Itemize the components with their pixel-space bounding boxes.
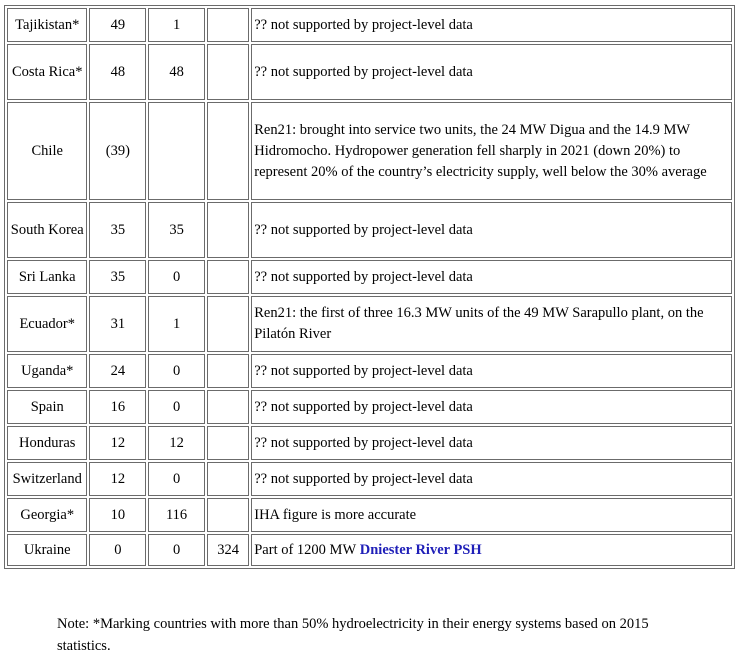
value-cell: 12 (148, 426, 205, 460)
value-cell (207, 44, 249, 100)
country-cell: Uganda* (7, 354, 87, 388)
value-cell: 1 (148, 8, 205, 42)
country-cell: Ukraine (7, 534, 87, 566)
value-cell (207, 202, 249, 258)
note-cell (251, 534, 732, 566)
value-cell: 116 (148, 498, 205, 532)
country-cell: Ecuador* (7, 296, 87, 352)
value-cell: 12 (89, 462, 146, 496)
value-cell (207, 354, 249, 388)
value-cell: 48 (148, 44, 205, 100)
country-cell: South Korea (7, 202, 87, 258)
value-cell (207, 390, 249, 424)
note-cell: ?? not supported by project-level data (251, 462, 732, 496)
value-cell: 35 (89, 202, 146, 258)
value-cell: 0 (148, 534, 205, 566)
table-row (7, 498, 732, 532)
value-cell: 0 (148, 260, 205, 294)
table-row (7, 102, 732, 200)
dniester-river-psh-link[interactable]: Dniester River PSH (356, 541, 482, 558)
value-cell (207, 426, 249, 460)
note-cell: IHA figure is more accurate (251, 498, 732, 532)
value-cell: 10 (89, 498, 146, 532)
table-row (7, 8, 732, 42)
note-cell: Ren21: the first of three 16.3 MW units of the 49 MW Sarapullo plant, on the Pilatón River (251, 296, 732, 352)
value-cell: 35 (148, 202, 205, 258)
value-cell: 324 (207, 534, 249, 566)
value-cell (207, 260, 249, 294)
note-cell: ?? not supported by project-level data (251, 426, 732, 460)
note-text: Part of 1200 MW (254, 541, 357, 558)
table-row (7, 260, 732, 294)
value-cell: 49 (89, 8, 146, 42)
country-cell: Sri Lanka (7, 260, 87, 294)
table-row (7, 390, 732, 424)
table-row (7, 354, 732, 388)
table-row (7, 426, 732, 460)
value-cell: 24 (89, 354, 146, 388)
value-cell: 0 (148, 462, 205, 496)
footnote: Note: *Marking countries with more than 50% hydroelectricity in their energy systems based on 2015 statistics. (57, 616, 649, 654)
country-cell: Georgia* (7, 498, 87, 532)
country-cell: Switzerland (7, 462, 87, 496)
value-cell (207, 498, 249, 532)
note-cell: ?? not supported by project-level data (251, 260, 732, 294)
note-cell: ?? not supported by project-level data (251, 390, 732, 424)
note-cell: ?? not supported by project-level data (251, 44, 732, 100)
country-cell: Spain (7, 390, 87, 424)
table-row (7, 462, 732, 496)
table-row (7, 296, 732, 352)
value-cell: (39) (89, 102, 146, 200)
note-cell: Ren21: brought into service two units, the 24 MW Digua and the 14.9 MW Hidromocho. Hydropower generation fell sharply in 2021 (down 20%) to represent 20% of the country’s electricity supply, well below the 30% average (251, 102, 732, 200)
value-cell: 31 (89, 296, 146, 352)
value-cell (207, 102, 249, 200)
country-cell: Honduras (7, 426, 87, 460)
country-cell: Tajikistan* (7, 8, 87, 42)
note-cell: ?? not supported by project-level data (251, 8, 732, 42)
value-cell (207, 296, 249, 352)
value-cell (148, 102, 205, 200)
value-cell (207, 462, 249, 496)
table-row (7, 44, 732, 100)
value-cell: 35 (89, 260, 146, 294)
value-cell: 1 (148, 296, 205, 352)
value-cell: 12 (89, 426, 146, 460)
value-cell: 16 (89, 390, 146, 424)
country-cell: Costa Rica* (7, 44, 87, 100)
note-cell: ?? not supported by project-level data (251, 202, 732, 258)
value-cell: 0 (148, 354, 205, 388)
table-row (7, 534, 732, 566)
value-cell: 48 (89, 44, 146, 100)
value-cell: 0 (89, 534, 146, 566)
country-cell: Chile (7, 102, 87, 200)
hydropower-table (4, 5, 735, 569)
value-cell: 0 (148, 390, 205, 424)
value-cell (207, 8, 249, 42)
note-cell: ?? not supported by project-level data (251, 354, 732, 388)
table-row (7, 202, 732, 258)
